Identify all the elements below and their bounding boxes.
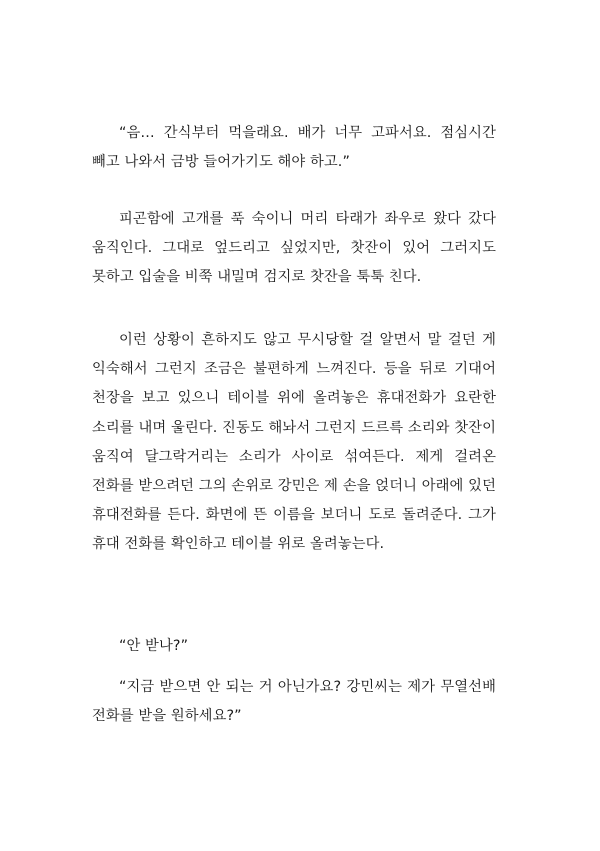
paragraph-dialogue-reply: “지금 받으면 안 되는 거 아닌가요? 강민씨는 제가 무열선배 전화를 받을 원하세요?” bbox=[92, 679, 496, 725]
paragraph-dialogue-not-answering: “안 받나?” bbox=[119, 638, 189, 654]
paragraph-phone-ringing: 이런 상황이 흔하지도 않고 무시당할 걸 알면서 말 걸던 게 익숙해서 그런지 조금은 불편하게 느껴진다. 등을 뒤로 기대어 천장을 보고 있으니 테이블 위에 올려놓은 휴대전화가 요란한 소리를 내며 울린다. 진동도 해놔서 그런지 드르륵 소리와 찻잔이 움직여 달그락거리는 소리가 사이로 섞여든다. 제게 걸려온 전화를 받으려던 그의 손위로 강민은 제 손을 얹더니 아래에 있던 휴대전화를 든다. 화면에 뜬 이름을 보더니 도로 돌려준다. 그가 휴대 전화를 확인하고 테이블 위로 올려놓는다. bbox=[92, 332, 496, 553]
paragraph-teacup: 피곤함에 고개를 푹 숙이니 머리 타래가 좌우로 왔다 갔다 움직인다. 그대로 엎드리고 싶었지만, 찻잔이 있어 그러지도 못하고 입술을 비쭉 내밀며 검지로 찻잔을 툭툭 친다. bbox=[92, 211, 496, 286]
paragraph-dialogue-snack: “음… 간식부터 먹을래요. 배가 너무 고파서요. 점심시간 빼고 나와서 금방 들어가기도 해야 하고.” bbox=[92, 125, 496, 171]
